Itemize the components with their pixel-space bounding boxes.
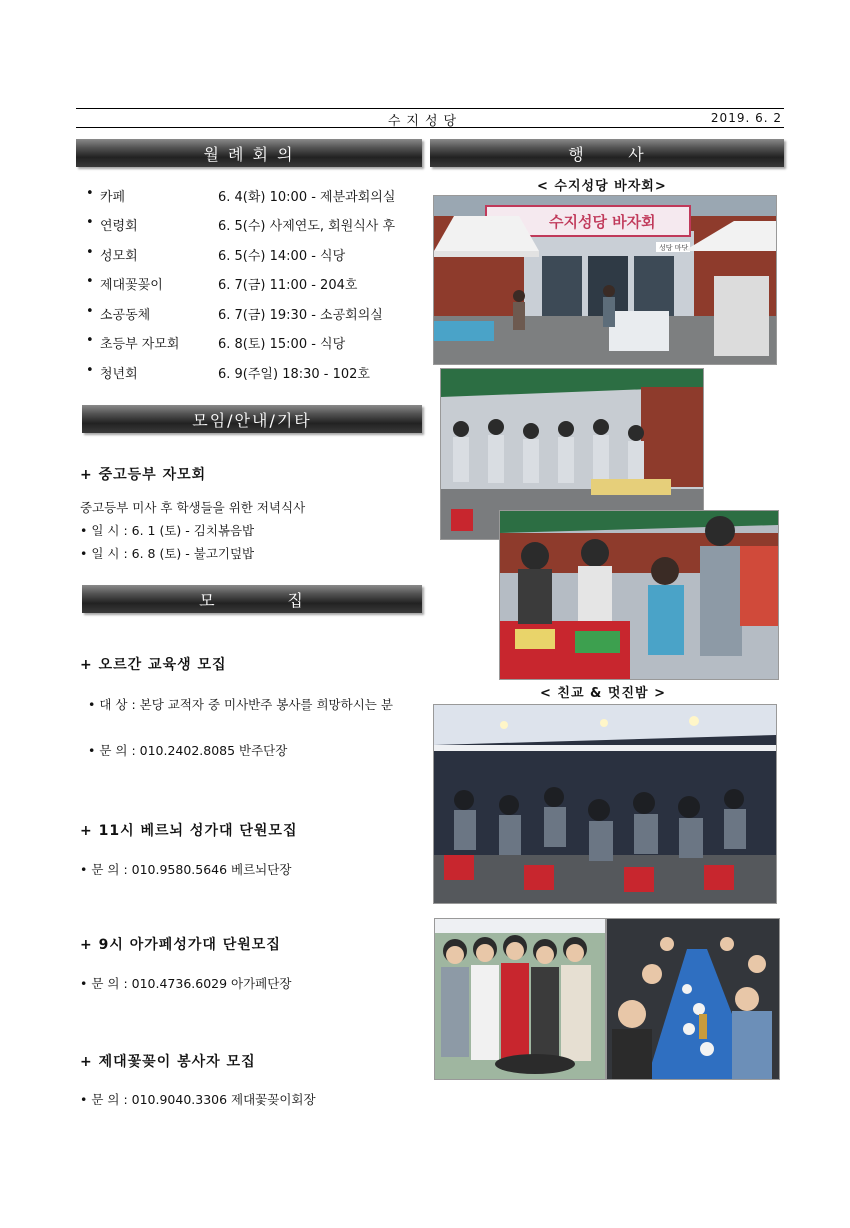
- meeting-name: 성모회: [100, 249, 138, 264]
- recruit-line: • 문 의 : 010.4736.6029 아가페단장: [80, 976, 292, 991]
- bullet-icon: •: [86, 215, 94, 230]
- meeting-detail: 6. 9(주일) 18:30 - 102호: [218, 367, 370, 382]
- meeting-item: [86, 245, 345, 264]
- bazaar-banner-text: 수지성당 바자회: [549, 213, 656, 231]
- meeting-detail: 6. 7(금) 19:30 - 소공회의실: [218, 308, 383, 323]
- recruit-line: • 문 의 : 010.9040.3306 제대꽃꽂이회장: [80, 1092, 316, 1107]
- meeting-detail: 6. 5(수) 14:00 - 식당: [218, 249, 346, 264]
- fellowship-group-photo-1: [434, 918, 606, 1080]
- header-bottom-rule: [76, 127, 784, 128]
- recruit-heading: + 제대꽃꽂이 봉사자 모집: [80, 1054, 256, 1070]
- meetings-section-title: 월 례 회 의: [203, 144, 295, 164]
- bullet-icon: •: [86, 304, 94, 319]
- bazaar-banner-sign: 성당 마당: [659, 244, 689, 252]
- meeting-item: [86, 186, 395, 205]
- notice-item: • 일 시 : 6. 1 (토) - 김치볶음밥: [80, 523, 255, 538]
- meeting-name: 초등부 자모회: [100, 337, 180, 352]
- notice-item: • 일 시 : 6. 8 (토) - 불고기덮밥: [80, 546, 255, 561]
- recruit-line: • 대 상 : 본당 교적자 중 미사반주 봉사를 희망하시는 분: [88, 697, 393, 712]
- notice-section-title: 모임/안내/기타: [192, 410, 312, 430]
- meeting-detail: 6. 5(수) 사제연도, 회원식사 후: [218, 219, 396, 234]
- header-top-rule: [76, 108, 784, 109]
- bullet-icon: •: [86, 274, 94, 289]
- meeting-name: 연령회: [100, 219, 138, 234]
- meeting-item: [86, 215, 395, 234]
- recruit-line: • 문 의 : 010.2402.8085 반주단장: [88, 743, 288, 758]
- meetings-section-bar: [76, 139, 422, 167]
- bullet-icon: •: [86, 245, 94, 260]
- bazaar-photo: [433, 195, 777, 365]
- issue-date: 2019. 6. 2: [710, 111, 782, 125]
- bazaar-caption: < 수지성당 바자회>: [537, 179, 667, 194]
- meeting-name: 청년회: [100, 367, 138, 382]
- events-section-title: 행 사: [568, 144, 646, 164]
- page-title: 수지성당: [387, 114, 463, 129]
- fellowship-group-photo-2: [606, 918, 780, 1080]
- meeting-detail: 6. 4(화) 10:00 - 제분과회의실: [218, 190, 396, 205]
- meeting-item: [86, 363, 370, 382]
- meeting-name: 제대꽃꽂이: [100, 278, 163, 293]
- meeting-item: [86, 304, 383, 323]
- recruit-heading: + 11시 베르뇌 성가대 단원모집: [80, 823, 298, 839]
- recruit-line: • 문 의 : 010.9580.5646 베르뇌단장: [80, 862, 292, 877]
- recruit-heading: + 오르간 교육생 모집: [80, 657, 227, 673]
- recruit-section-title: 모 집: [199, 590, 305, 610]
- notice-heading: + 중고등부 자모회: [80, 467, 207, 483]
- fellowship-caption: < 친교 & 멋진밤 >: [540, 686, 667, 701]
- meeting-name: 카페: [100, 190, 126, 205]
- meeting-item: [86, 274, 357, 293]
- meeting-detail: 6. 7(금) 11:00 - 204호: [218, 278, 358, 293]
- bullet-icon: •: [86, 363, 94, 378]
- notice-section-bar: [82, 405, 422, 433]
- bazaar-booth-photo: [499, 510, 779, 680]
- fellowship-night-photo: [433, 704, 777, 904]
- recruit-heading: + 9시 아가페성가대 단원모집: [80, 937, 281, 953]
- bullet-icon: •: [86, 186, 94, 201]
- events-section-bar: [430, 139, 784, 167]
- recruit-section-bar: [82, 585, 422, 613]
- meeting-detail: 6. 8(토) 15:00 - 식당: [218, 337, 346, 352]
- meeting-name: 소공동체: [100, 308, 151, 323]
- notice-description: 중고등부 미사 후 학생들을 위한 저녁식사: [80, 500, 306, 515]
- meeting-item: [86, 333, 345, 352]
- bullet-icon: •: [86, 333, 94, 348]
